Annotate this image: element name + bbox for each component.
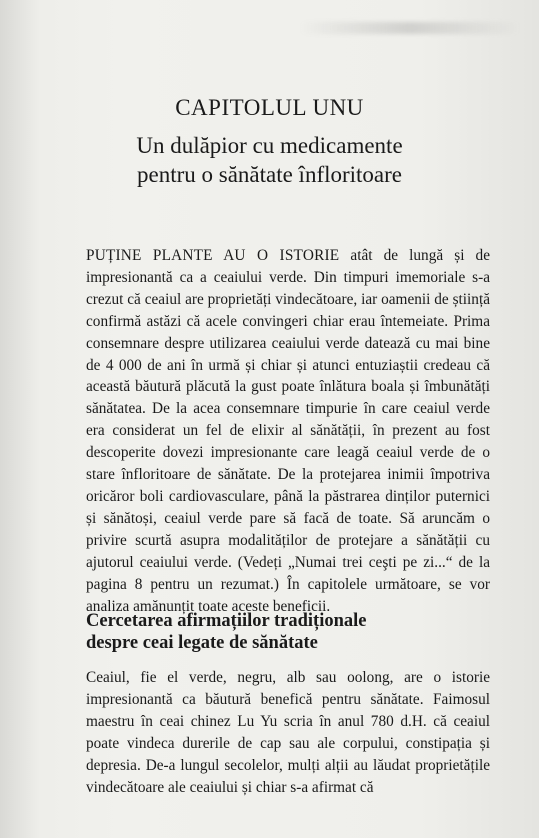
chapter-title-line-2: pentru o sănătate înfloritoare — [136, 162, 403, 187]
section-heading-line-2: despre ceai legate de sănătate — [86, 633, 318, 653]
intro-lead-in: PUȚINE PLANTE AU O ISTORIE — [86, 247, 340, 264]
section-heading — [86, 610, 490, 654]
chapter-title-line-1: Un dulăpior cu medicamente — [136, 133, 403, 158]
chapter-label: CAPITOLUL UNU — [175, 95, 364, 120]
section-paragraph: Ceaiul, fie el verde, negru, alb sau oolong, are o istorie impresionantă ca băutură benefică pentru sănătate. Faimosul maestru în ceai chinez Lu Yu scria în anul 780 d.H. că ceaiul poate vindeca durerile de cap sau ale corpului, constipația și depresia. De-a lungul secolelor, mulți alții au lăudat proprietățile vindecătoare ale ceaiului și chiar s-a afirmat că — [86, 669, 490, 796]
bleed-through-shadow — [300, 22, 520, 34]
section-heading-line-1: Cercetarea afirmațiilor tradiționale — [86, 611, 367, 631]
intro-paragraph — [86, 245, 490, 617]
chapter-title — [0, 131, 539, 189]
intro-text: atât de lungă și de impresionantă ca a ceaiului verde. Din timpuri imemoriale s-a crezut că ceaiul are proprietăți vindecătoare, iar oamenii de știință confirmă astăzi că acele convingeri chiar erau întemeiate. Prima consemnare despre utilizarea ceaiului verde datează cu mai bine de 4 000 de ani în urmă și chiar și atunci entuziaștii credeau că această băutură plăcută la gust poate înlătura boala și îmbunătăți sănătatea. De la acea consemnare timpurie în care ceaiul verde era considerat un fel de elixir al sănătății, în prezent au fost descoperite dovezi impresionante care leagă ceaiul verde de o stare înfloritoare de sănătate. De la protejarea inimii împotriva oricăror boli cardiovasculare, până la păstrarea dinților puternici și sănătoși, ceaiul verde pare să facă de toate. Să aruncăm o privire scurtă asupra modalităților de protejare a sănătății cu ajutorul ceaiului verde. (Vedeți „Numai trei ceşti pe zi...“ de la pagina 8 pentru un rezumat.) În capitolele următoare, se vor analiza amănunțit toate aceste beneficii. — [86, 247, 490, 615]
